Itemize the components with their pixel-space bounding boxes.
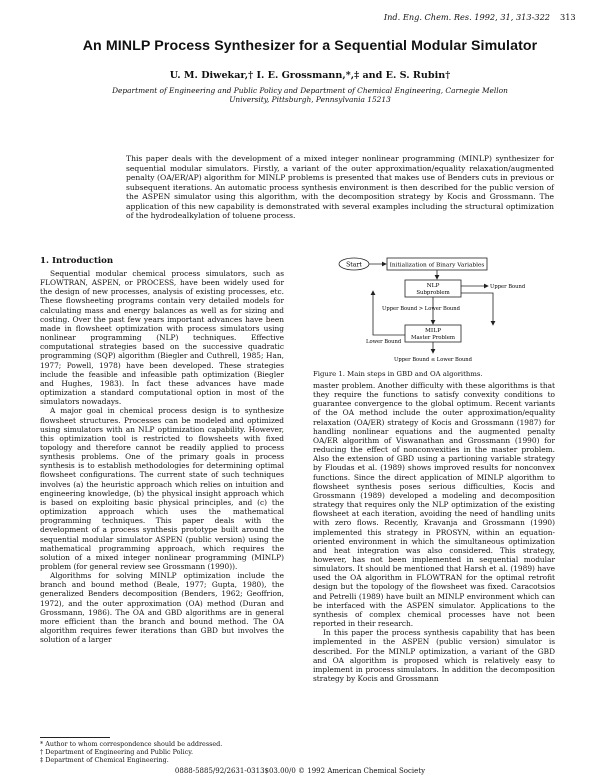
- paper-title: An MINLP Process Synthesizer for a Sequential Modular Simulator: [82, 38, 538, 54]
- nlp-label: NLP: [426, 283, 440, 289]
- upper-bound-label: Upper Bound: [490, 284, 526, 290]
- upper-le-lower-label: Upper Bound ≤ Lower Bound: [394, 357, 472, 363]
- paragraph: Algorithms for solving MINLP optimization include the branch and bound method (Beale, 1977; Gupta, 1980), the generalized Benders decomposition (Benders, 1962; Geoffrion, 1972), and the outer approximation (OA) method (Duran and Grossmann, 1986). The OA and GBD algorithms are in general more efficient than the branch and bound method. The OA algorithm requires fewer iterations than GBD but involves the solution of a larger: [40, 571, 284, 645]
- right-column-body: [313, 381, 555, 683]
- paragraph: Sequential modular chemical process simulators, such as FLOWTRAN, ASPEN, or PROCESS, have been widely used for the design of new processes, analysis of existing processes, etc. These flowsheeting programs contain very detailed models for calculating mass and energy balances as well as for sizing and costing. Over the past few years important advances have been made in flowsheet optimization with process simulators using nonlinear programming (NLP) techniques. Effective computational strategies based on the successive quadratic programming (SQP) algorithm (Biegler and Cuthrell, 1985; Han, 1977; Powell, 1978) have been developed. These strategies include the feasible and infeasible path optimization (Biegler and Hughes, 1983). In fact these advances have made optimization a standard computational option in most of the simulators nowadays.: [40, 269, 284, 407]
- author-list: U. M. Diwekar,† I. E. Grossmann,*,‡ and E. S. Rubin†: [169, 70, 451, 81]
- loop-down-right: [461, 293, 493, 325]
- footnotes: [40, 740, 284, 765]
- flowchart-diagram: [308, 255, 563, 365]
- paragraph: A major goal in chemical process design is to synthesize flowsheet structures. Processes can be modeled and optimized using simulators with an NLP optimization capability. However, this optimization tool is restricted to flowsheets with fixed topology and therefore cannot be readily applied to process synthesis problems. One of the primary goals in process synthesis is to establish methodologies for determining optimal flowsheet configurations. The current state of such techniques involves (a) the heuristic approach which relies on intuition and engineering knowledge, (b) the physical insight approach which is based on exploiting basic physical principles, and (c) the optimization approach which uses the mathematical programming techniques. This paper deals with the development of a process synthesis prototype built around the sequential modular simulator ASPEN (public version) using the mathematical programming approach, which requires the solution of a mixed integer nonlinear programming (MINLP) problem (for general review see Grossmann (1990)).: [40, 406, 284, 571]
- copyright-line: 0888-5885/92/2631-0313$03.00/0 © 1992 American Chemical Society: [174, 767, 426, 775]
- footnote-rule: [40, 737, 110, 738]
- milp-label: MILP: [425, 328, 441, 334]
- footnote: * Author to whom correspondence should be addressed.: [40, 740, 223, 748]
- figure-1-flowchart: [308, 255, 563, 365]
- start-label: Start: [346, 261, 362, 269]
- section-heading-introduction: 1. Introduction: [40, 256, 114, 266]
- affiliation: Department of Engineering and Public Policy and Department of Chemical Engineering, Carnegie Mellon University, Pittsburgh, Pennsylvania 15213: [112, 86, 508, 105]
- paragraph: master problem. Another difficulty with these algorithms is that they require the functions to satisfy convexity conditions to guarantee convergence to the global optimum. Recent variants of the OA method include the outer approximation/equality relaxation (OA/ER) strategy of Kocis and Grossmann (1987) for handling nonlinear equations and the augmented penalty OA/ER algorithm of Viswanathan and Grossmann (1990) for reducing the effect of nonconvexities in the master problem. Also the extension of GBD using a partioning variable strategy by Floudas et al. (1989) shows improved results for nonconvex functions. Since the direct application of MINLP algorithm to flowsheet synthesis poses serious difficulties, Kocis and Grossmann (1989) developed a modeling and decomposition strategy that requires only the NLP optimization of the existing flowsheet at each iteration, avoiding the need of handling units with zero flows. Recently, Kravanja and Grossmann (1990) implemented this strategy in PROSYN, within an equation-oriented environment in which the simultaneous optimization and heat integration was also considered. This strategy, however, has not been implemented in sequential modular simulators. It should be mentioned that Harsh et al. (1989) have used the OA algorithm in FLOWTRAN for the optimal retrofit design but the topology of the flowsheet was fixed. Caracotsios and Petrelli (1989) have built an MINLP environment which can be interfaced with the ASPEN simulator. Applications to the synthesis of complex chemical processes have not been reported in their research.: [313, 381, 555, 629]
- paragraph: In this paper the process synthesis capability that has been implemented in the ASPEN (public version) simulator is described. For the MINLP optimization, a variant of the GBD and OA algorithm is proposed which is relatively easy to implement in process simulators. In addition the decomposition strategy by Kocis and Grossmann: [313, 628, 555, 683]
- footnote: † Department of Engineering and Public Policy.: [40, 748, 193, 757]
- upper-gt-lower-label: Upper Bound > Lower Bound: [382, 306, 460, 312]
- figure-caption: Figure 1. Main steps in GBD and OA algorithms.: [313, 370, 483, 378]
- milp-sub-label: Master Problem: [410, 335, 456, 341]
- loop-up-left: [373, 291, 405, 335]
- lower-bound-label: Lower Bound: [366, 339, 402, 345]
- left-column-body: [40, 269, 284, 644]
- journal-citation: Ind. Eng. Chem. Res. 1992, 31, 313-322: [383, 12, 550, 22]
- initialization-label: Initialization of Binary Variables: [389, 262, 485, 269]
- page-number: 313: [560, 12, 576, 22]
- footnote: ‡ Department of Chemical Engineering.: [40, 756, 169, 765]
- nlp-sub-label: Subproblem: [416, 290, 450, 296]
- abstract: This paper deals with the development of a mixed integer nonlinear programming (MINLP) synthesizer for sequential modular simulators. Firstly, a variant of the outer approximation/equality relaxation/augmented penalty (OA/ER/AP) algorithm for MINLP problems is presented that makes use of Benders cuts in previous or subsequent iterations. An automatic process synthesis environment is then described for the public version of the ASPEN simulator using this algorithm, with the decomposition strategy by Kocis and Grossmann. The application of this new capability is demonstrated with several examples including the structural optimization of the hydrodealkylation of toluene process.: [126, 154, 554, 221]
